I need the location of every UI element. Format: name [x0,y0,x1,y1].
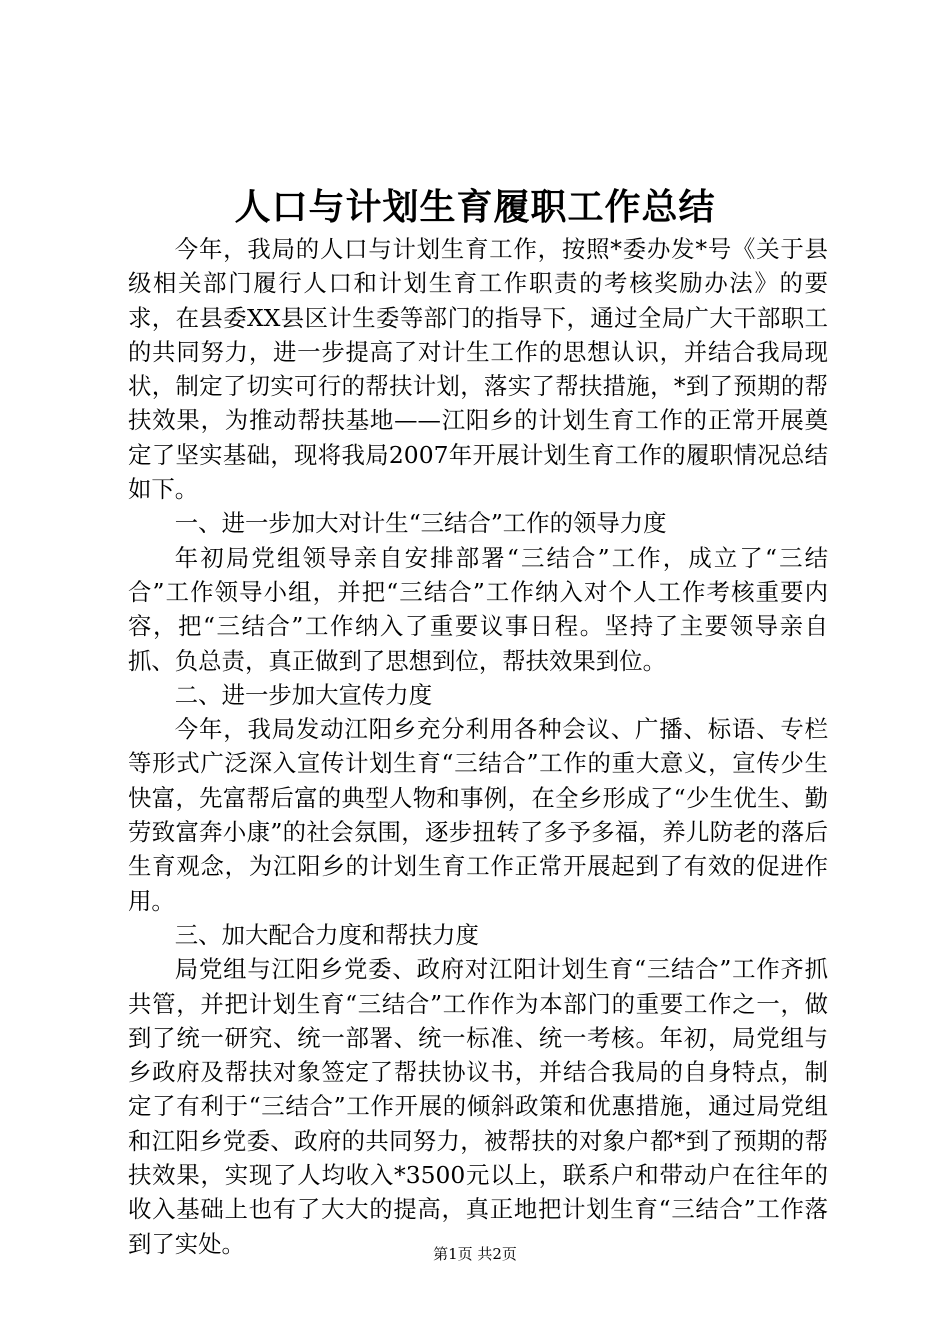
section-heading-3: 三、加大配合力度和帮扶力度 [174,920,479,949]
section-body-2: 今年，我局发动江阳乡充分利用各种会议、广播、标语、专栏等形式广泛深入宣传计划生育“三结合”工作的重大意义，宣传少生快富，先富帮后富的典型人物和事例，在全乡形成了“少生优生、勤劳致富奔小康”的社会氛围，逐步扭转了多予多福，养儿防老的落后生育观念，为江阳乡的计划生育工作正常开展起到了有效的促进作用。 [128,715,828,915]
page-footer [0,1243,950,1265]
section-body-1: 年初局党组领导亲自安排部署“三结合”工作，成立了“三结合”工作领导小组，并把“三结合”工作纳入对个人工作考核重要内容，把“三结合”工作纳入了重要议事日程。坚持了主要领导亲自抓、负总责，真正做到了思想到位，帮扶效果到位。 [128,543,828,675]
intro-paragraph: 今年，我局的人口与计划生育工作，按照*委办发*号《关于县级相关部门履行人口和计划生育工作职责的考核奖励办法》的要求，在县委XX县区计生委等部门的指导下，通过全局广大干部职工的共同努力，进一步提高了对计生工作的思想认识，并结合我局现状，制定了切实可行的帮扶计划，落实了帮扶措施，*到了预期的帮扶效果，为推动帮扶基地——江阳乡的计划生育工作的正常开展奠定了坚实基础，现将我局2007年开展计划生育工作的履职情况总结如下。 [128,235,828,504]
section-body-3: 局党组与江阳乡党委、政府对江阳计划生育“三结合”工作齐抓共管，并把计划生育“三结合”工作作为本部门的重要工作之一，做到了统一研究、统一部署、统一标准、统一考核。年初，局党组与乡政府及帮扶对象签定了帮扶协议书，并结合我局的自身特点，制定了有利于“三结合”工作开展的倾斜政策和优惠措施，通过局党组和江阳乡党委、政府的共同努力，被帮扶的对象户都*到了预期的帮扶效果，实现了人均收入*3500元以上，联系户和带动户在往年的收入基础上也有了大大的提高，真正地把计划生育“三结合”工作落到了实处。 [128,955,828,1258]
section-heading-2: 二、进一步加大宣传力度 [174,680,433,709]
section-heading-1: 一、进一步加大对计生“三结合”工作的领导力度 [174,509,667,538]
document-body [128,232,828,1261]
document-title: 人口与计划生育履职工作总结 [234,186,716,228]
page-number: 第1页 共2页 [433,1245,517,1263]
